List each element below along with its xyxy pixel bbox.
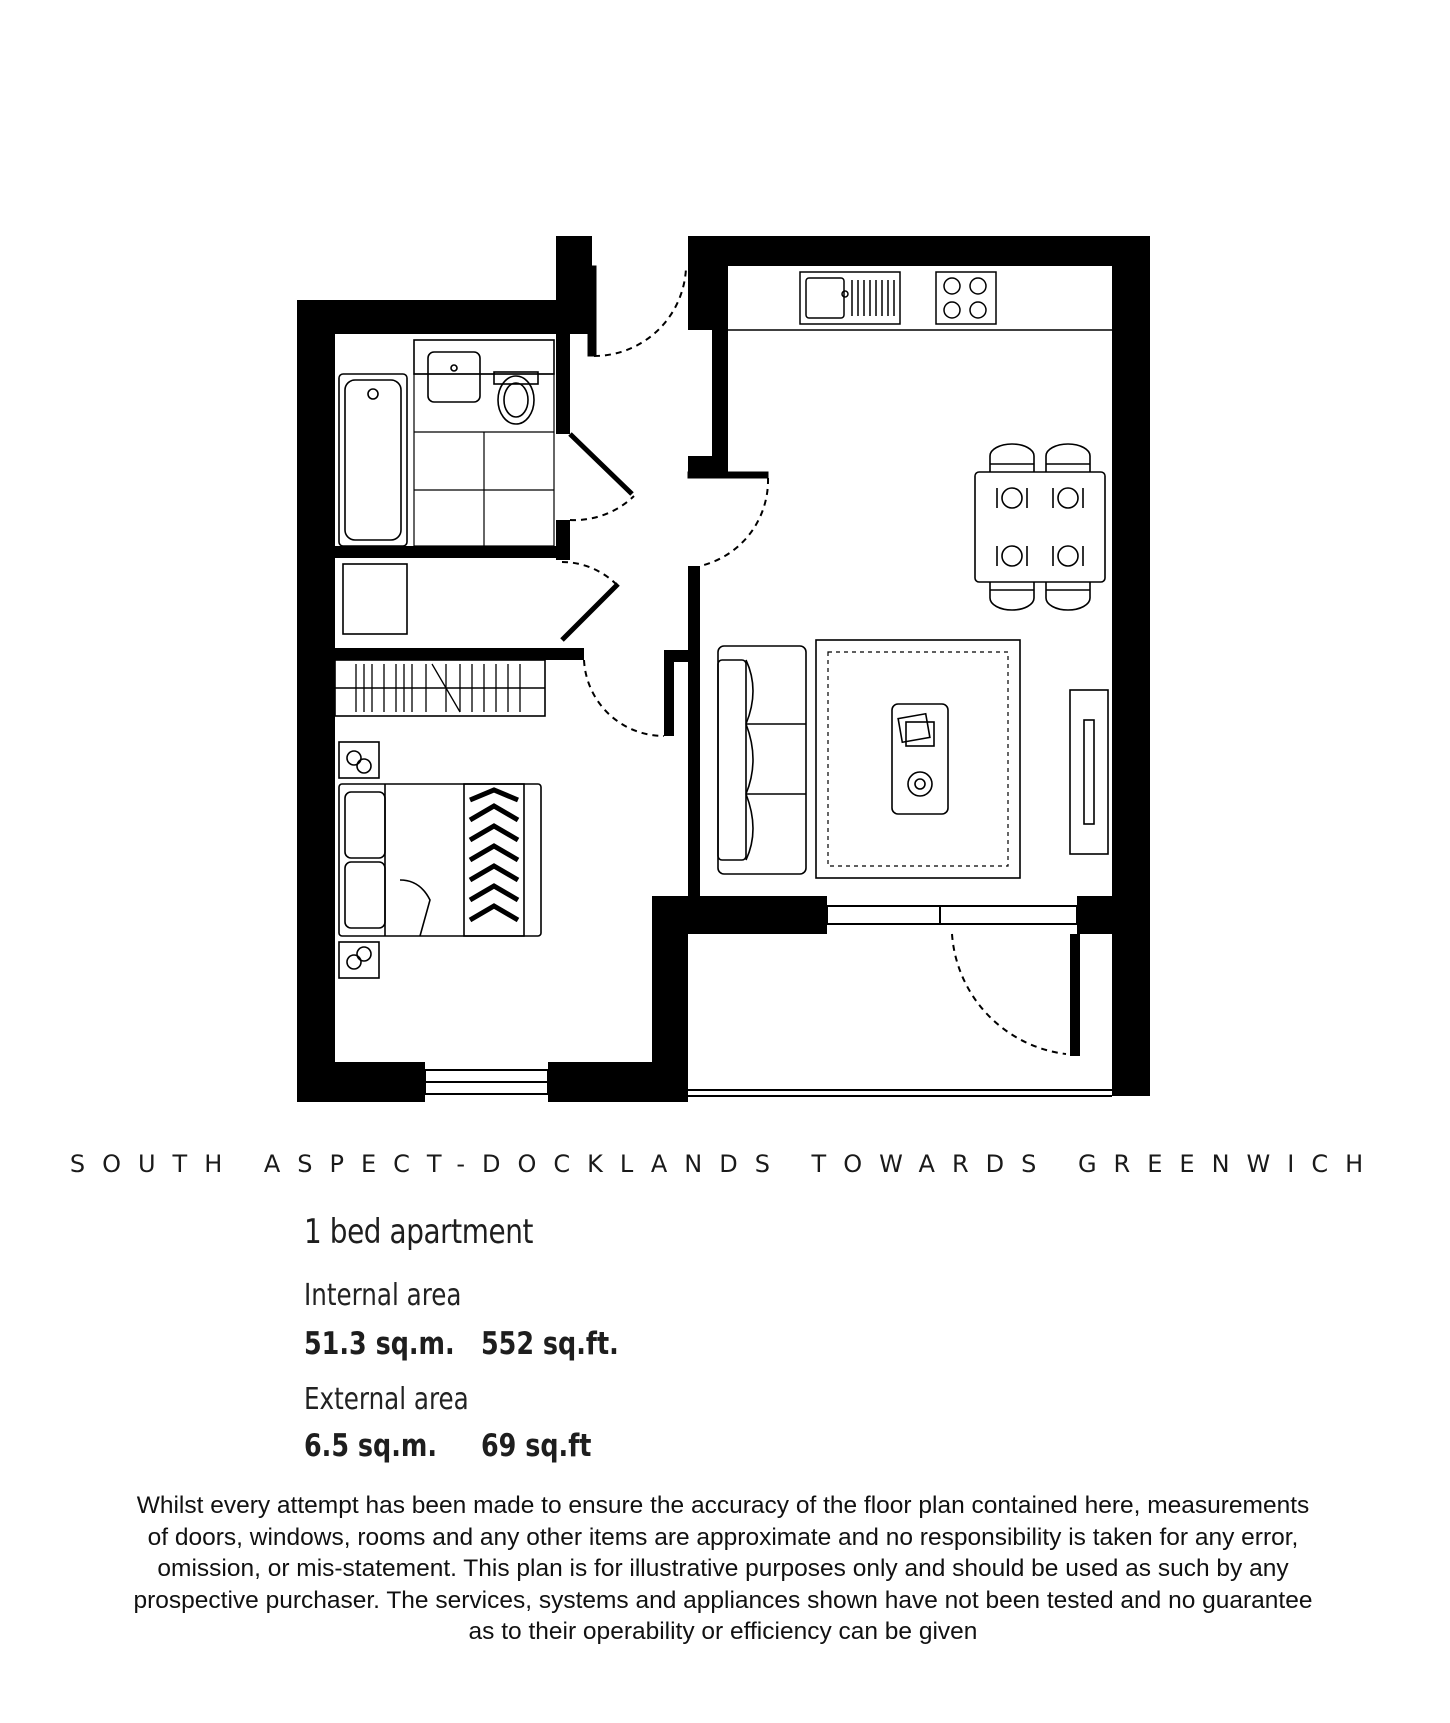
cupboard-door-leaf	[562, 584, 618, 640]
windows	[425, 906, 1112, 1096]
external-area-sqft: 69 sq.ft	[481, 1428, 592, 1464]
external-area-sqm: 6.5 sq.m.	[304, 1428, 438, 1464]
rug	[816, 640, 1020, 878]
doors	[562, 266, 1066, 1054]
hob	[936, 272, 996, 324]
bathroom-door-swing	[570, 496, 634, 520]
basin	[428, 352, 480, 402]
balcony-door-swing	[952, 934, 1066, 1054]
wall-living-door-jamb	[688, 456, 728, 472]
external-area-label: External area	[304, 1382, 469, 1417]
bedside-table-top	[339, 742, 379, 778]
wall-balcony-jamb	[1070, 934, 1080, 1056]
living-door-leaf	[688, 472, 768, 478]
chairs-bottom	[990, 582, 1090, 610]
chairs-top	[990, 444, 1090, 472]
living-furniture	[718, 640, 1108, 878]
wall-top-bathroom	[297, 300, 562, 334]
wall-bath-divider	[335, 546, 570, 558]
place-settings	[997, 488, 1083, 566]
dining-table	[975, 472, 1105, 582]
living-door-swing	[700, 478, 768, 566]
wall-top-living	[688, 236, 1150, 266]
shower-floor	[414, 374, 554, 546]
apartment-type: 1 bed apartment	[304, 1212, 534, 1252]
disclaimer-line: omission, or mis-statement. This plan is for illustrative purposes only and should be used as such by any	[157, 1555, 1289, 1582]
wall-cupboard-divider	[335, 648, 584, 660]
internal-area-sqm: 51.3 sq.m.	[304, 1326, 455, 1362]
wall-living-left-upper	[712, 330, 728, 460]
entrance-door-swing	[594, 268, 686, 356]
drainer	[852, 280, 894, 316]
pillow-top	[345, 792, 385, 858]
duvet-fold	[400, 880, 430, 936]
kitchen	[728, 272, 1112, 330]
wall-kitchen-stub	[688, 266, 728, 330]
sink-bowl	[806, 278, 844, 318]
sofa-back	[718, 660, 746, 860]
wall-balcony-right	[1112, 934, 1150, 1096]
bedroom-furniture	[339, 742, 541, 978]
wall-balcony-top-right	[1077, 896, 1150, 934]
wall-bottom-left	[297, 1062, 425, 1102]
coffee-table	[892, 704, 948, 814]
pillow-bottom	[345, 862, 385, 928]
sink-unit	[800, 272, 900, 324]
disclaimer-line: prospective purchaser. The services, systems and appliances shown have not been tested and no guarantee	[133, 1586, 1313, 1614]
aspect-caption: SOUTH ASPECT-DOCKLANDS TOWARDS GREENWICH	[69, 1150, 1381, 1178]
walls	[297, 236, 1150, 1102]
storage	[335, 564, 545, 716]
wall-corner-entry	[556, 236, 592, 334]
boiler-cupboard-unit	[343, 564, 407, 634]
wall-living-left-lower	[688, 566, 700, 896]
internal-area-sqft: 552 sq.ft.	[481, 1326, 619, 1362]
wall-bath-right-upper	[556, 334, 570, 434]
bedroom-door-swing	[584, 660, 664, 736]
balcony-glazing	[827, 906, 1077, 924]
bed-throw-pattern	[470, 790, 518, 920]
tv-unit	[1070, 690, 1108, 854]
cupboard-door-swing	[562, 562, 616, 584]
disclaimer	[38, 1490, 1408, 1648]
wall-left	[297, 300, 335, 1102]
disclaimer-line: of doors, windows, rooms and any other items are approximate and no responsibility is taken for any error,	[147, 1523, 1299, 1551]
wall-bottom-mid	[548, 1062, 688, 1102]
internal-area-label: Internal area	[304, 1278, 462, 1313]
disclaimer-line: Whilst every attempt has been made to ensure the accuracy of the floor plan contained here, measurements	[136, 1492, 1310, 1519]
disclaimer-line: as to their operability or efficiency can be given	[468, 1618, 978, 1645]
bathroom-door-leaf	[570, 434, 632, 494]
wall-right	[1112, 236, 1150, 936]
vanity	[414, 340, 554, 374]
decor-bowl	[908, 772, 932, 796]
dining-set	[975, 444, 1105, 610]
sofa	[718, 646, 806, 874]
bedside-table-bottom	[339, 942, 379, 978]
wall-corridor-stub	[664, 650, 674, 736]
bathroom	[339, 340, 554, 546]
entrance-door-leaf	[588, 266, 596, 356]
